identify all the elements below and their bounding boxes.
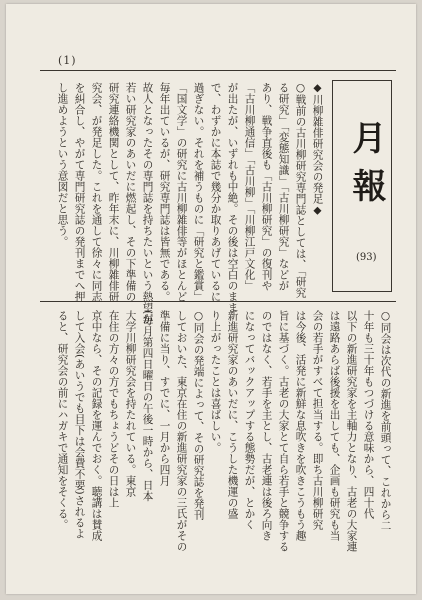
lower-column: 以下の新進研究家を主軸力となり、古老の大家連 bbox=[345, 310, 358, 552]
lower-column: 新進研究家のあいだに、こうした機運の盛 bbox=[226, 310, 239, 519]
upper-column: し進めようという意図だと思う。 bbox=[56, 82, 69, 247]
section-rule bbox=[40, 301, 396, 302]
lower-column: ○同会の発端によって、その研究誌を発刊 bbox=[192, 310, 205, 521]
upper-column: 故人となったその専門誌を持ちたいという熱望が bbox=[141, 82, 154, 324]
lower-column: 旨に基づく。古老の大家とて自ら若手と競争する bbox=[277, 310, 290, 552]
lower-column: ると、研究会の前にハガキで通知をそくる。 bbox=[56, 310, 69, 530]
lower-column: 京中なら、その記録を運んでおく。聴講は賛成 bbox=[90, 310, 103, 541]
upper-column: で、わずかに本誌で幾分か取りあげているに bbox=[209, 82, 222, 302]
lower-column: 準備に当り、すでに、一月から四月 bbox=[158, 310, 171, 486]
lower-column: ○同会は次代の新進を前頭って、これから二 bbox=[379, 310, 392, 532]
lower-column: して入会(あいうでも目下は会費不要)されるよ bbox=[73, 310, 86, 540]
upper-column: が出たが、いずれも中絶。その後は空白のまま bbox=[226, 82, 239, 313]
upper-column: 毎年出ているが、研究専門誌は皆無である。 bbox=[158, 82, 171, 302]
upper-column: ◆川柳雑俳研究会の発足◆ bbox=[311, 82, 324, 217]
lower-column: 会の若手がすべて担当する。即ち古川柳研究 bbox=[311, 310, 324, 530]
upper-column: 若い研究家のあいだに燃起し、その下準備の bbox=[124, 82, 137, 302]
lower-column: 大学川柳研究会を持たれている。東京 bbox=[124, 310, 137, 497]
upper-column: 「国文学」の研究に古川柳雑俳等がほとんど bbox=[175, 82, 188, 302]
header-rule bbox=[40, 70, 396, 71]
issue-number: (93) bbox=[356, 252, 377, 263]
masthead-title: 月報 bbox=[346, 120, 386, 216]
upper-column: 研究連絡機関として、昨年末に、川柳雑俳研 bbox=[107, 82, 120, 302]
upper-column: 過ぎない。それを補うものに「研究と鑑賞」 bbox=[192, 82, 205, 302]
lower-column: のではなく、若手を主とし、古老連は後ろ向き bbox=[260, 310, 273, 541]
upper-column: 究会、が発足した。これを通して徐々に同志 bbox=[90, 82, 103, 302]
lower-column: しておいた、東京在住の新進研究家の三氏がその bbox=[175, 310, 188, 552]
upper-column: る研究」「変態知識」「古川柳研究」などが bbox=[277, 82, 290, 292]
lower-column: り上がったことは喜ばしい。 bbox=[209, 310, 222, 453]
lower-column: は今後、活発に新鮮な息吹きを吹きこうもう趣 bbox=[294, 310, 307, 541]
lower-column: 在住の方々の方でもちょうどその日は上 bbox=[107, 310, 120, 508]
lower-column: になってバックアップする態勢だが、とかく bbox=[243, 310, 256, 530]
upper-column: あり、戦争直後も「古川柳研究」の復刊や bbox=[260, 82, 273, 291]
lower-column: 十年も三十年もつづける意味から、四十代 bbox=[362, 310, 375, 519]
lower-column: (毎月第四日曜日の午後一時から、日本 bbox=[141, 310, 154, 502]
lower-column: は遠路あらば後援を出しても、企画も研究も当 bbox=[328, 310, 341, 541]
upper-column: 「古川柳通信」「古川柳」「川柳江戸文化」 bbox=[243, 82, 256, 292]
page-number: (1) bbox=[58, 54, 77, 67]
upper-column: を糾合し、やがて専門研究誌の発刊までへ押 bbox=[73, 82, 86, 302]
journal-page bbox=[6, 4, 416, 594]
upper-column: ○戦前の古川柳研究専門誌としては、「研究 bbox=[294, 82, 307, 299]
